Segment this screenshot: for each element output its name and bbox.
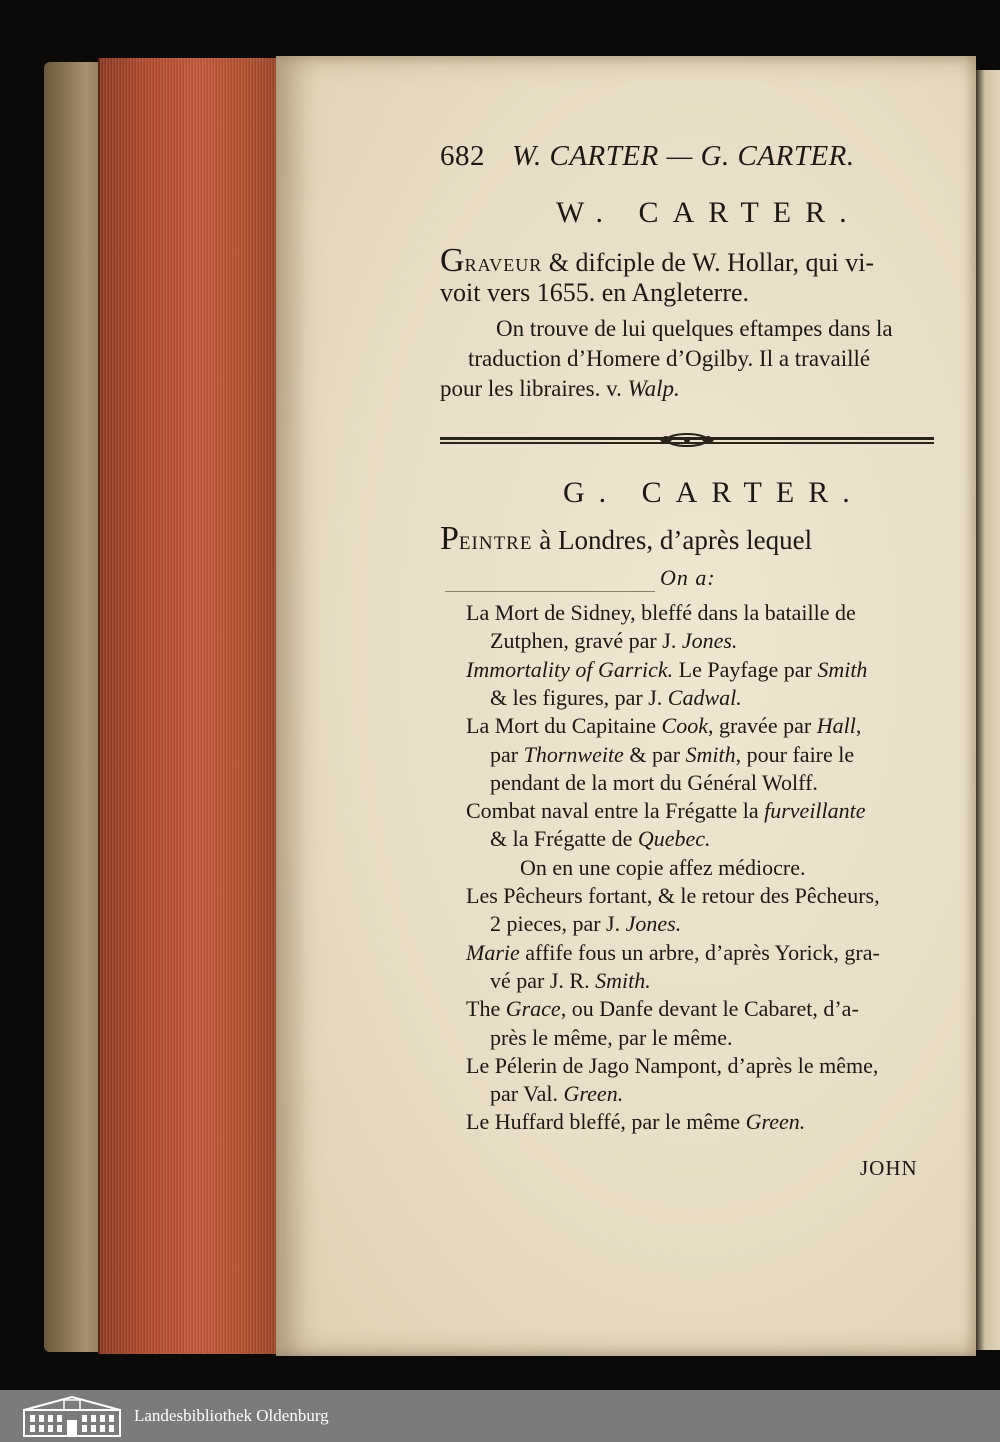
italic-title: Marie xyxy=(466,939,520,965)
facing-page-edge xyxy=(976,70,1000,1350)
running-header xyxy=(440,140,855,173)
library-building-logo xyxy=(22,1394,122,1438)
note-text: pour les libraires. v. xyxy=(440,376,628,401)
work-text: affife fous un arbre, d’après Yorick, gra- xyxy=(519,939,880,965)
work-line xyxy=(490,770,818,796)
work-line xyxy=(490,911,681,937)
drop-initial: G xyxy=(440,242,465,279)
entry2-desc-text: à Londres, d’après lequel xyxy=(532,525,813,555)
note-reference: Walp. xyxy=(627,376,680,401)
italic-title: Jones. xyxy=(681,628,738,654)
work-text: , pour faire le xyxy=(735,741,855,767)
italic-title: Jones. xyxy=(625,911,682,937)
work-text: , xyxy=(855,713,862,739)
work-text: vé par J. R. xyxy=(490,967,596,993)
work-text: , gravée par xyxy=(707,713,817,739)
library-footer xyxy=(0,1390,1000,1442)
work-text: La Mort de Sidney, bleffé dans la bataille de xyxy=(466,600,856,625)
entry2-description xyxy=(440,520,812,558)
page-number: 682 xyxy=(440,140,485,172)
running-title: W. CARTER — G. CARTER. xyxy=(512,140,855,172)
italic-title: Quebec. xyxy=(637,826,711,852)
work-text: par xyxy=(490,741,524,767)
library-name: Landesbibliothek Oldenburg xyxy=(134,1406,329,1425)
work-text: , ou Danfe devant le Cabaret, d’a- xyxy=(560,996,859,1022)
work-text: Combat naval entre la Frégatte la xyxy=(466,798,765,824)
italic-title: Hall xyxy=(816,713,856,739)
italic-title: Smith. xyxy=(595,967,651,993)
work-text: Le Huffard bleffé, par le même xyxy=(466,1109,746,1135)
work-line xyxy=(490,968,651,994)
work-line xyxy=(466,1109,805,1135)
small-caps-word: raveur xyxy=(464,248,543,277)
italic-title: Grace xyxy=(505,996,561,1022)
work-text: On en une copie affez médiocre. xyxy=(520,854,806,880)
entry1-note-line: On trouve de lui quelques eftampes dans la xyxy=(496,316,893,341)
entry1-description-line1 xyxy=(440,242,874,280)
italic-title: Smith xyxy=(685,741,736,767)
entry1-desc-text: & difciple de W. Hollar, qui vi- xyxy=(542,248,875,277)
italic-title: Smith xyxy=(817,656,868,682)
work-text: & les figures, par J. xyxy=(490,684,668,710)
italic-title: Cook xyxy=(661,713,708,739)
drop-initial: P xyxy=(440,520,459,557)
work-line xyxy=(466,713,861,739)
entry1-note-line xyxy=(440,376,680,402)
italic-title: Cadwal. xyxy=(667,684,742,710)
italic-title: Immortality of Garrick. xyxy=(466,656,674,682)
catchword: JOHN xyxy=(860,1156,918,1180)
entry-heading-g-carter: G. CARTER. xyxy=(563,476,864,509)
work-text: pendant de la mort du Général Wolff. xyxy=(490,769,818,795)
work-line xyxy=(490,685,742,711)
work-line xyxy=(466,657,867,683)
work-text: & la Frégatte de xyxy=(490,826,638,852)
small-caps-word: eintre xyxy=(458,525,533,555)
work-text: Le Payfage par xyxy=(673,656,818,682)
work-text: & par xyxy=(623,741,686,767)
work-line xyxy=(490,1025,733,1051)
italic-title: Green. xyxy=(563,1081,624,1107)
work-line xyxy=(466,1053,878,1079)
work-text: Zutphen, gravé par J. xyxy=(490,628,682,654)
ornamental-divider xyxy=(440,428,934,452)
work-line xyxy=(490,628,737,654)
italic-title: Thornweite xyxy=(523,741,624,767)
work-text: Le Pélerin de Jago Nampont, d’après le même, xyxy=(466,1052,879,1078)
work-line xyxy=(490,742,854,768)
work-line xyxy=(466,940,880,966)
subheading-on-a: On a: xyxy=(660,565,716,590)
work-text: 2 pieces, par J. xyxy=(490,911,626,937)
entry-heading-w-carter: W. CARTER. xyxy=(556,196,861,229)
short-rule xyxy=(445,591,655,592)
work-line xyxy=(520,855,805,881)
work-line xyxy=(466,996,859,1022)
work-line xyxy=(490,826,711,852)
work-line xyxy=(490,1081,623,1107)
work-text: The xyxy=(466,996,506,1022)
entry1-description-line2: voit vers 1655. en Angleterre. xyxy=(440,278,750,307)
entry1-note-line: traduction d’Homere d’Ogilby. Il a travaillé xyxy=(468,346,871,371)
work-text: La Mort du Capitaine xyxy=(466,713,662,739)
italic-title: Green. xyxy=(745,1109,806,1135)
work-text: Les Pêcheurs fortant, & le retour des Pêcheurs, xyxy=(466,883,880,908)
work-line xyxy=(466,798,866,824)
italic-title: furveillante xyxy=(764,798,866,824)
work-text: par Val. xyxy=(490,1081,564,1107)
page-edges xyxy=(98,58,280,1354)
work-line xyxy=(466,600,856,626)
work-line xyxy=(466,883,880,909)
work-text: près le même, par le même. xyxy=(490,1024,733,1050)
